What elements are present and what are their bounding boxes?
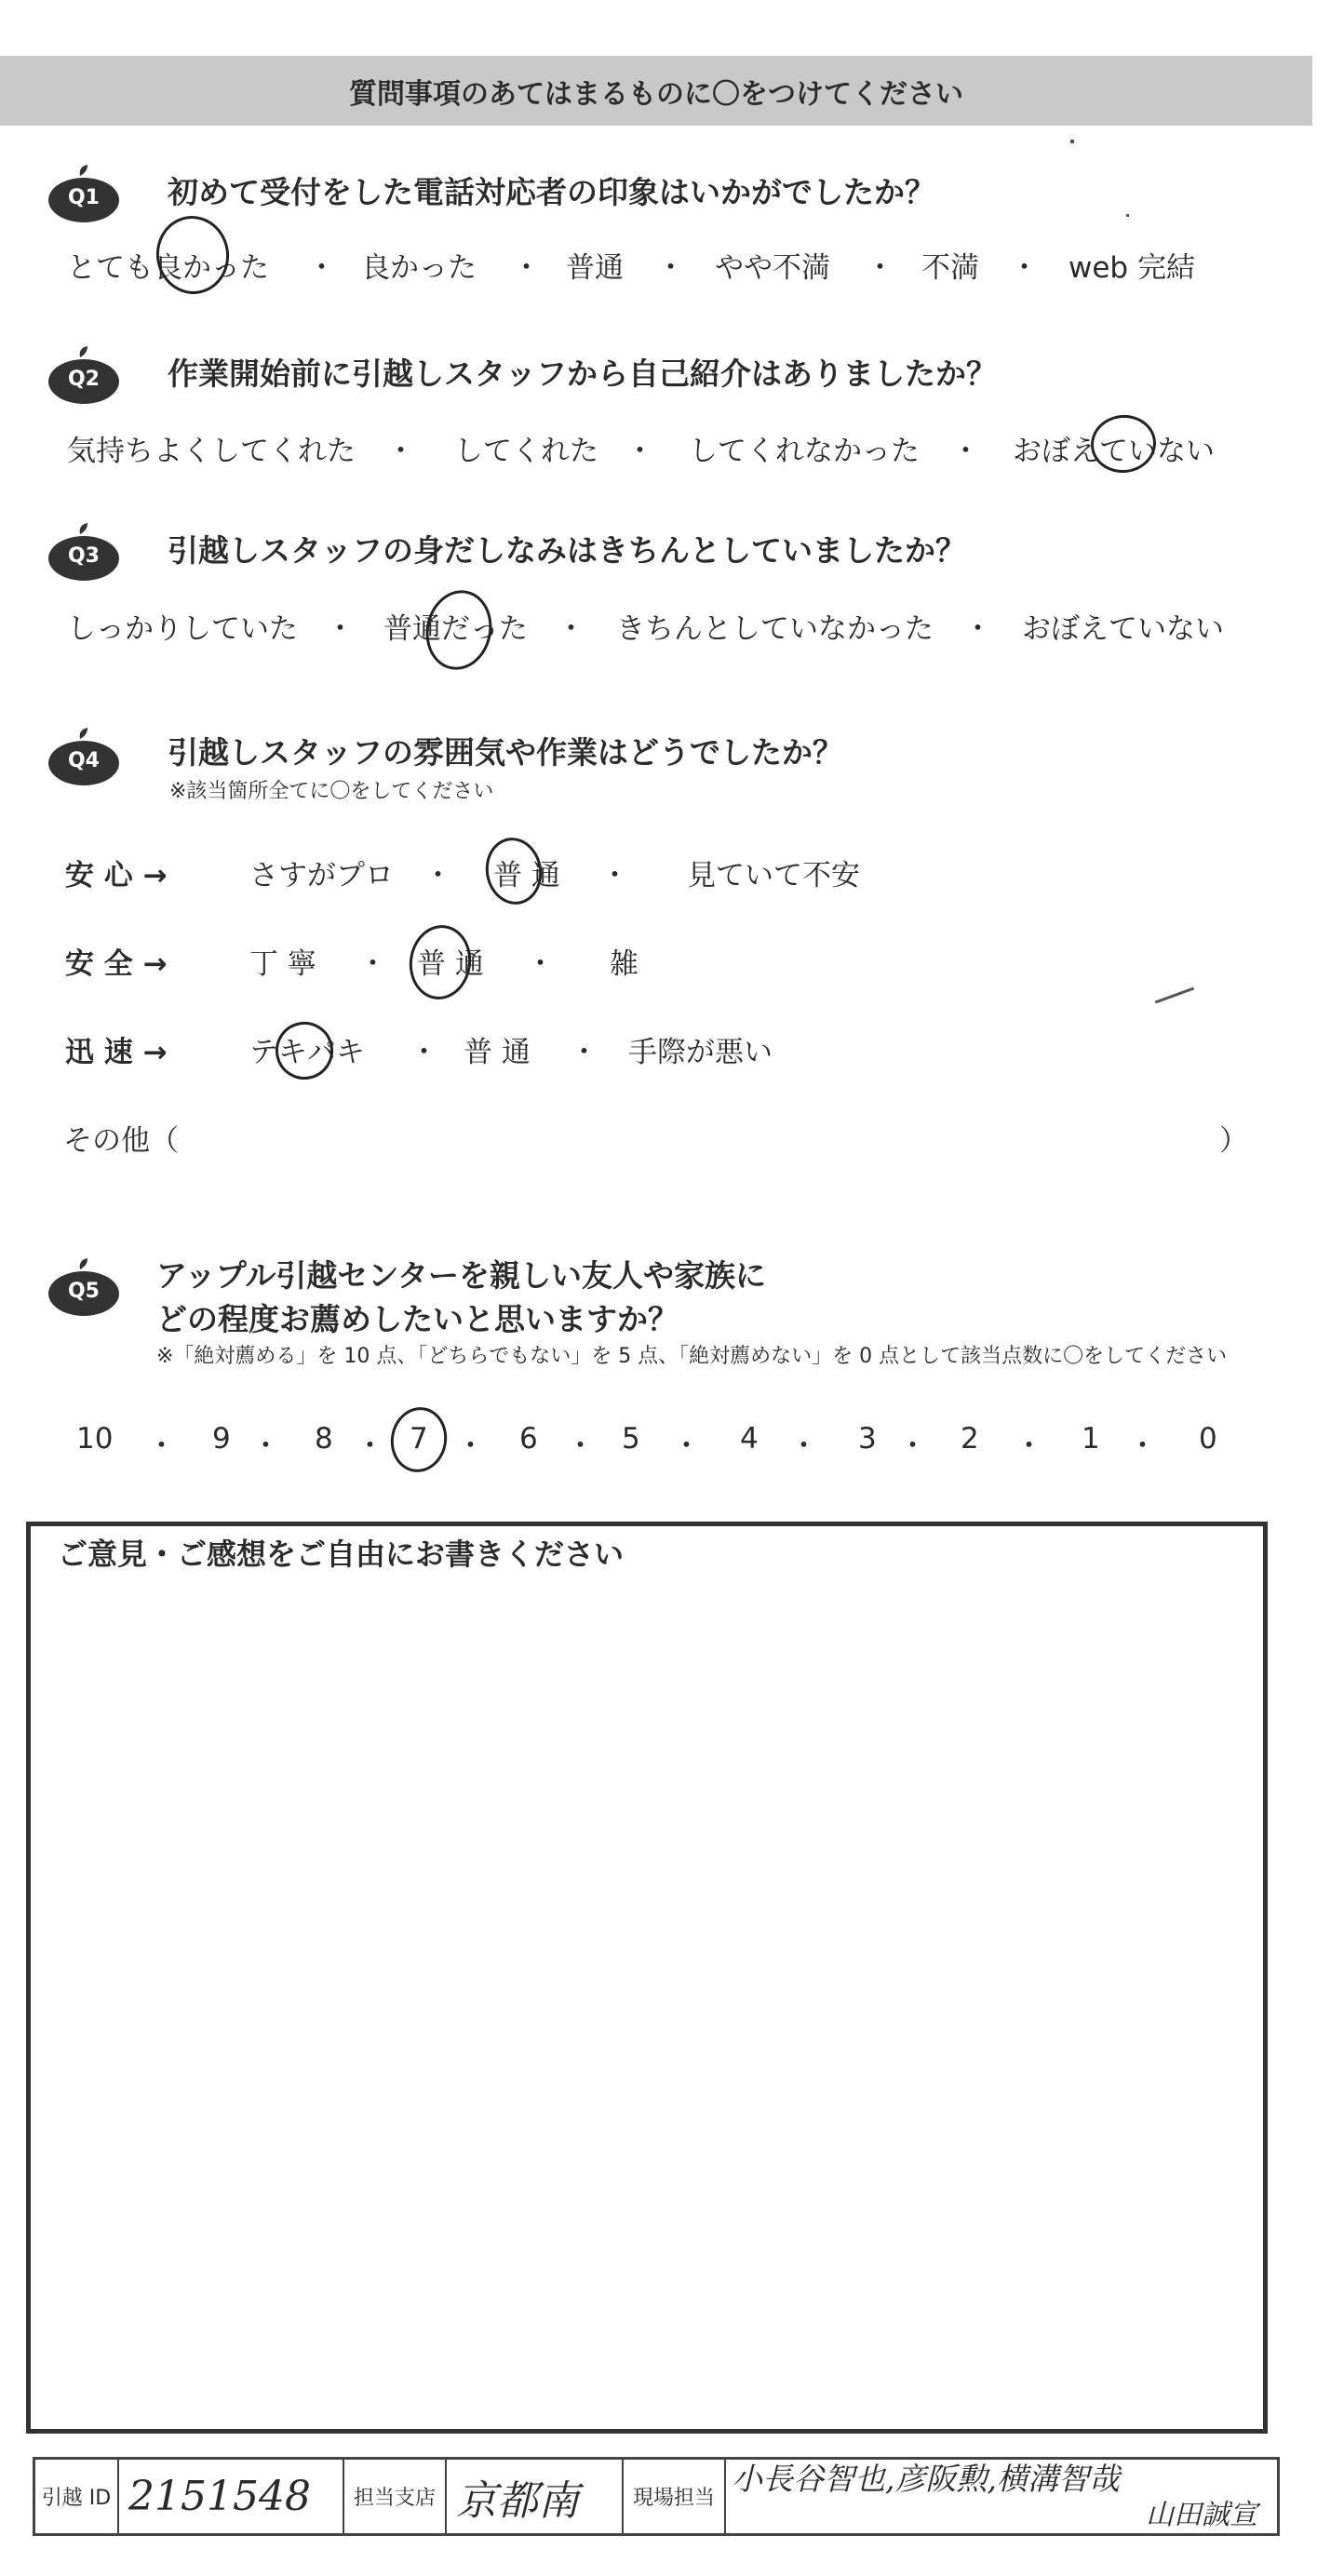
q1-separator: ・ bbox=[866, 251, 894, 285]
branch-label: 担当支店 bbox=[344, 2460, 447, 2533]
q5-separator: ・ bbox=[251, 1429, 280, 1463]
q2-badge-icon bbox=[47, 344, 121, 404]
q4-anzen-option-1[interactable]: 丁 寧 bbox=[249, 947, 316, 981]
q2-option-4[interactable]: おぼえていない bbox=[1013, 435, 1215, 468]
q1-option-5[interactable]: 不満 bbox=[921, 251, 979, 285]
q4-jinsoku-answer-circle bbox=[269, 1015, 339, 1085]
scan-speck bbox=[1126, 214, 1129, 217]
q5-score-3[interactable]: 3 bbox=[858, 1422, 877, 1456]
q4-jinsoku-option-3[interactable]: 手際が悪い bbox=[628, 1036, 773, 1069]
q1-option-6[interactable]: web 完結 bbox=[1068, 251, 1195, 285]
q1-option-3[interactable]: 普通 bbox=[566, 251, 624, 285]
q4-other-input[interactable] bbox=[228, 1121, 1215, 1159]
survey-header-title: 質問事項のあてはまるものに〇をつけてください bbox=[349, 77, 963, 111]
q1-separator: ・ bbox=[656, 251, 685, 285]
comment-title: ご意見・ご感想をご自由にお書きください bbox=[58, 1536, 625, 1572]
q3-separator: ・ bbox=[963, 612, 992, 646]
q4-separator: ・ bbox=[358, 947, 387, 981]
q5-score-7[interactable]: 7 bbox=[410, 1422, 428, 1456]
q4-other-close: ） bbox=[1219, 1124, 1248, 1158]
q3-question: 引越しスタッフの身だしなみはきちんとしていましたか？ bbox=[168, 532, 966, 569]
q3-separator: ・ bbox=[326, 612, 355, 646]
q5-separator: ・ bbox=[566, 1429, 595, 1463]
q3-option-1[interactable]: しっかりしていた bbox=[67, 612, 298, 646]
q1-separator: ・ bbox=[1010, 251, 1039, 285]
q1-option-4[interactable]: やや不満 bbox=[715, 251, 830, 285]
q5-score-9[interactable]: 9 bbox=[212, 1422, 231, 1456]
q5-separator: ・ bbox=[789, 1429, 818, 1463]
q4-other-label: その他（ bbox=[63, 1124, 179, 1158]
q1-separator: ・ bbox=[512, 251, 541, 285]
q3-badge-icon bbox=[47, 521, 121, 581]
q5-score-5[interactable]: 5 bbox=[622, 1422, 640, 1456]
q5-score-8[interactable]: 8 bbox=[315, 1422, 333, 1456]
q4-row-label-anshin: 安 心 → bbox=[65, 859, 168, 892]
q1-badge-label: Q1 bbox=[67, 185, 100, 209]
q5-separator: ・ bbox=[356, 1429, 384, 1463]
q5-score-6[interactable]: 6 bbox=[519, 1422, 538, 1456]
staff-names-line2: 山田誠宣 bbox=[1146, 2499, 1257, 2531]
q4-separator: ・ bbox=[410, 1036, 438, 1069]
q4-anshin-answer-circle bbox=[480, 833, 547, 908]
q2-separator: ・ bbox=[625, 435, 654, 468]
q4-separator: ・ bbox=[600, 859, 629, 892]
q5-separator: ・ bbox=[672, 1429, 701, 1463]
staff-names-line1: 小長谷智也,彦阪勲,横溝智哉 bbox=[732, 2461, 1120, 2497]
q5-score-10[interactable]: 10 bbox=[76, 1422, 114, 1456]
q3-badge-label: Q3 bbox=[67, 543, 100, 568]
q2-separator: ・ bbox=[386, 435, 415, 468]
move-id-value: 2151548 bbox=[119, 2460, 344, 2533]
q5-score-4[interactable]: 4 bbox=[740, 1422, 759, 1456]
q4-separator: ・ bbox=[423, 859, 452, 892]
survey-header bbox=[0, 56, 1312, 126]
q4-jinsoku-option-2[interactable]: 普 通 bbox=[464, 1036, 531, 1069]
q2-option-2[interactable]: してくれた bbox=[454, 435, 598, 468]
q2-option-1[interactable]: 気持ちよくしてくれた bbox=[67, 435, 356, 468]
q1-option-1[interactable]: とても良かった bbox=[67, 251, 269, 285]
q4-anshin-option-3[interactable]: 見ていて不安 bbox=[687, 859, 860, 892]
scan-speck bbox=[1070, 140, 1074, 143]
q4-note: ※該当箇所全てに〇をしてください bbox=[169, 780, 494, 803]
q5-badge-icon bbox=[47, 1256, 121, 1316]
q5-question-line2: どの程度お薦めしたいと思いますか？ bbox=[156, 1301, 679, 1337]
q3-option-4[interactable]: おぼえていない bbox=[1022, 612, 1224, 646]
q4-anzen-answer-circle bbox=[405, 921, 476, 1003]
q5-separator: ・ bbox=[1015, 1429, 1043, 1463]
q4-separator: ・ bbox=[526, 947, 555, 981]
q4-row-label-jinsoku: 迅 速 → bbox=[65, 1036, 168, 1069]
q1-separator: ・ bbox=[307, 251, 336, 285]
q1-badge-icon bbox=[47, 163, 121, 222]
q3-separator: ・ bbox=[557, 612, 585, 646]
staff-value bbox=[732, 2460, 1276, 2533]
q1-option-2[interactable]: 良かった bbox=[361, 251, 477, 285]
q3-option-2[interactable]: 普通だった bbox=[383, 612, 528, 646]
q4-row-label-anzen: 安 全 → bbox=[65, 947, 168, 981]
q2-badge-label: Q2 bbox=[67, 367, 100, 391]
q4-question: 引越しスタッフの雰囲気や作業はどうでしたか？ bbox=[168, 734, 843, 771]
q5-question-line1: アップル引越センターを親しい友人や家族に bbox=[156, 1257, 767, 1294]
q3-answer-circle bbox=[419, 584, 499, 677]
q4-anzen-option-2[interactable]: 普 通 bbox=[417, 947, 484, 981]
q2-question: 作業開始前に引越しスタッフから自己紹介はありましたか？ bbox=[168, 356, 997, 392]
q5-answer-circle bbox=[385, 1402, 451, 1476]
q5-score-2[interactable]: 2 bbox=[961, 1422, 979, 1456]
q5-separator: ・ bbox=[147, 1429, 176, 1463]
branch-value: 京都南 bbox=[447, 2460, 624, 2533]
move-id-label: 引越 ID bbox=[35, 2460, 119, 2533]
q4-separator: ・ bbox=[570, 1036, 598, 1069]
q1-question: 初めて受付をした電話対応者の印象はいかがでしたか？ bbox=[168, 174, 935, 210]
q5-note: ※「絶対薦める」を 10 点、「どちらでもない」を 5 点、「絶対薦めない」を 0 点として該当点数に〇をしてください bbox=[156, 1345, 1228, 1368]
q4-jinsoku-option-1[interactable]: テキパキ bbox=[249, 1036, 365, 1069]
q2-option-3[interactable]: してくれなかった bbox=[689, 435, 920, 468]
q3-option-3[interactable]: きちんとしていなかった bbox=[616, 612, 934, 646]
q5-separator: ・ bbox=[456, 1429, 485, 1463]
q5-score-1[interactable]: 1 bbox=[1082, 1422, 1100, 1456]
q4-badge-icon bbox=[47, 726, 121, 785]
q5-score-0[interactable]: 0 bbox=[1199, 1422, 1217, 1456]
q5-separator: ・ bbox=[898, 1429, 927, 1463]
q4-anzen-option-3[interactable]: 雑 bbox=[610, 947, 638, 981]
q5-badge-label: Q5 bbox=[67, 1279, 100, 1303]
q4-anshin-option-1[interactable]: さすがプロ bbox=[249, 859, 394, 892]
q4-anshin-option-2[interactable]: 普 通 bbox=[493, 859, 560, 892]
q4-badge-label: Q4 bbox=[67, 748, 100, 772]
scan-speck bbox=[1155, 987, 1194, 1004]
footer-table bbox=[33, 2457, 1280, 2536]
staff-label: 現場担当 bbox=[624, 2460, 726, 2533]
q2-separator: ・ bbox=[951, 435, 980, 468]
q5-separator: ・ bbox=[1128, 1429, 1157, 1463]
comment-box[interactable] bbox=[26, 1522, 1268, 2434]
